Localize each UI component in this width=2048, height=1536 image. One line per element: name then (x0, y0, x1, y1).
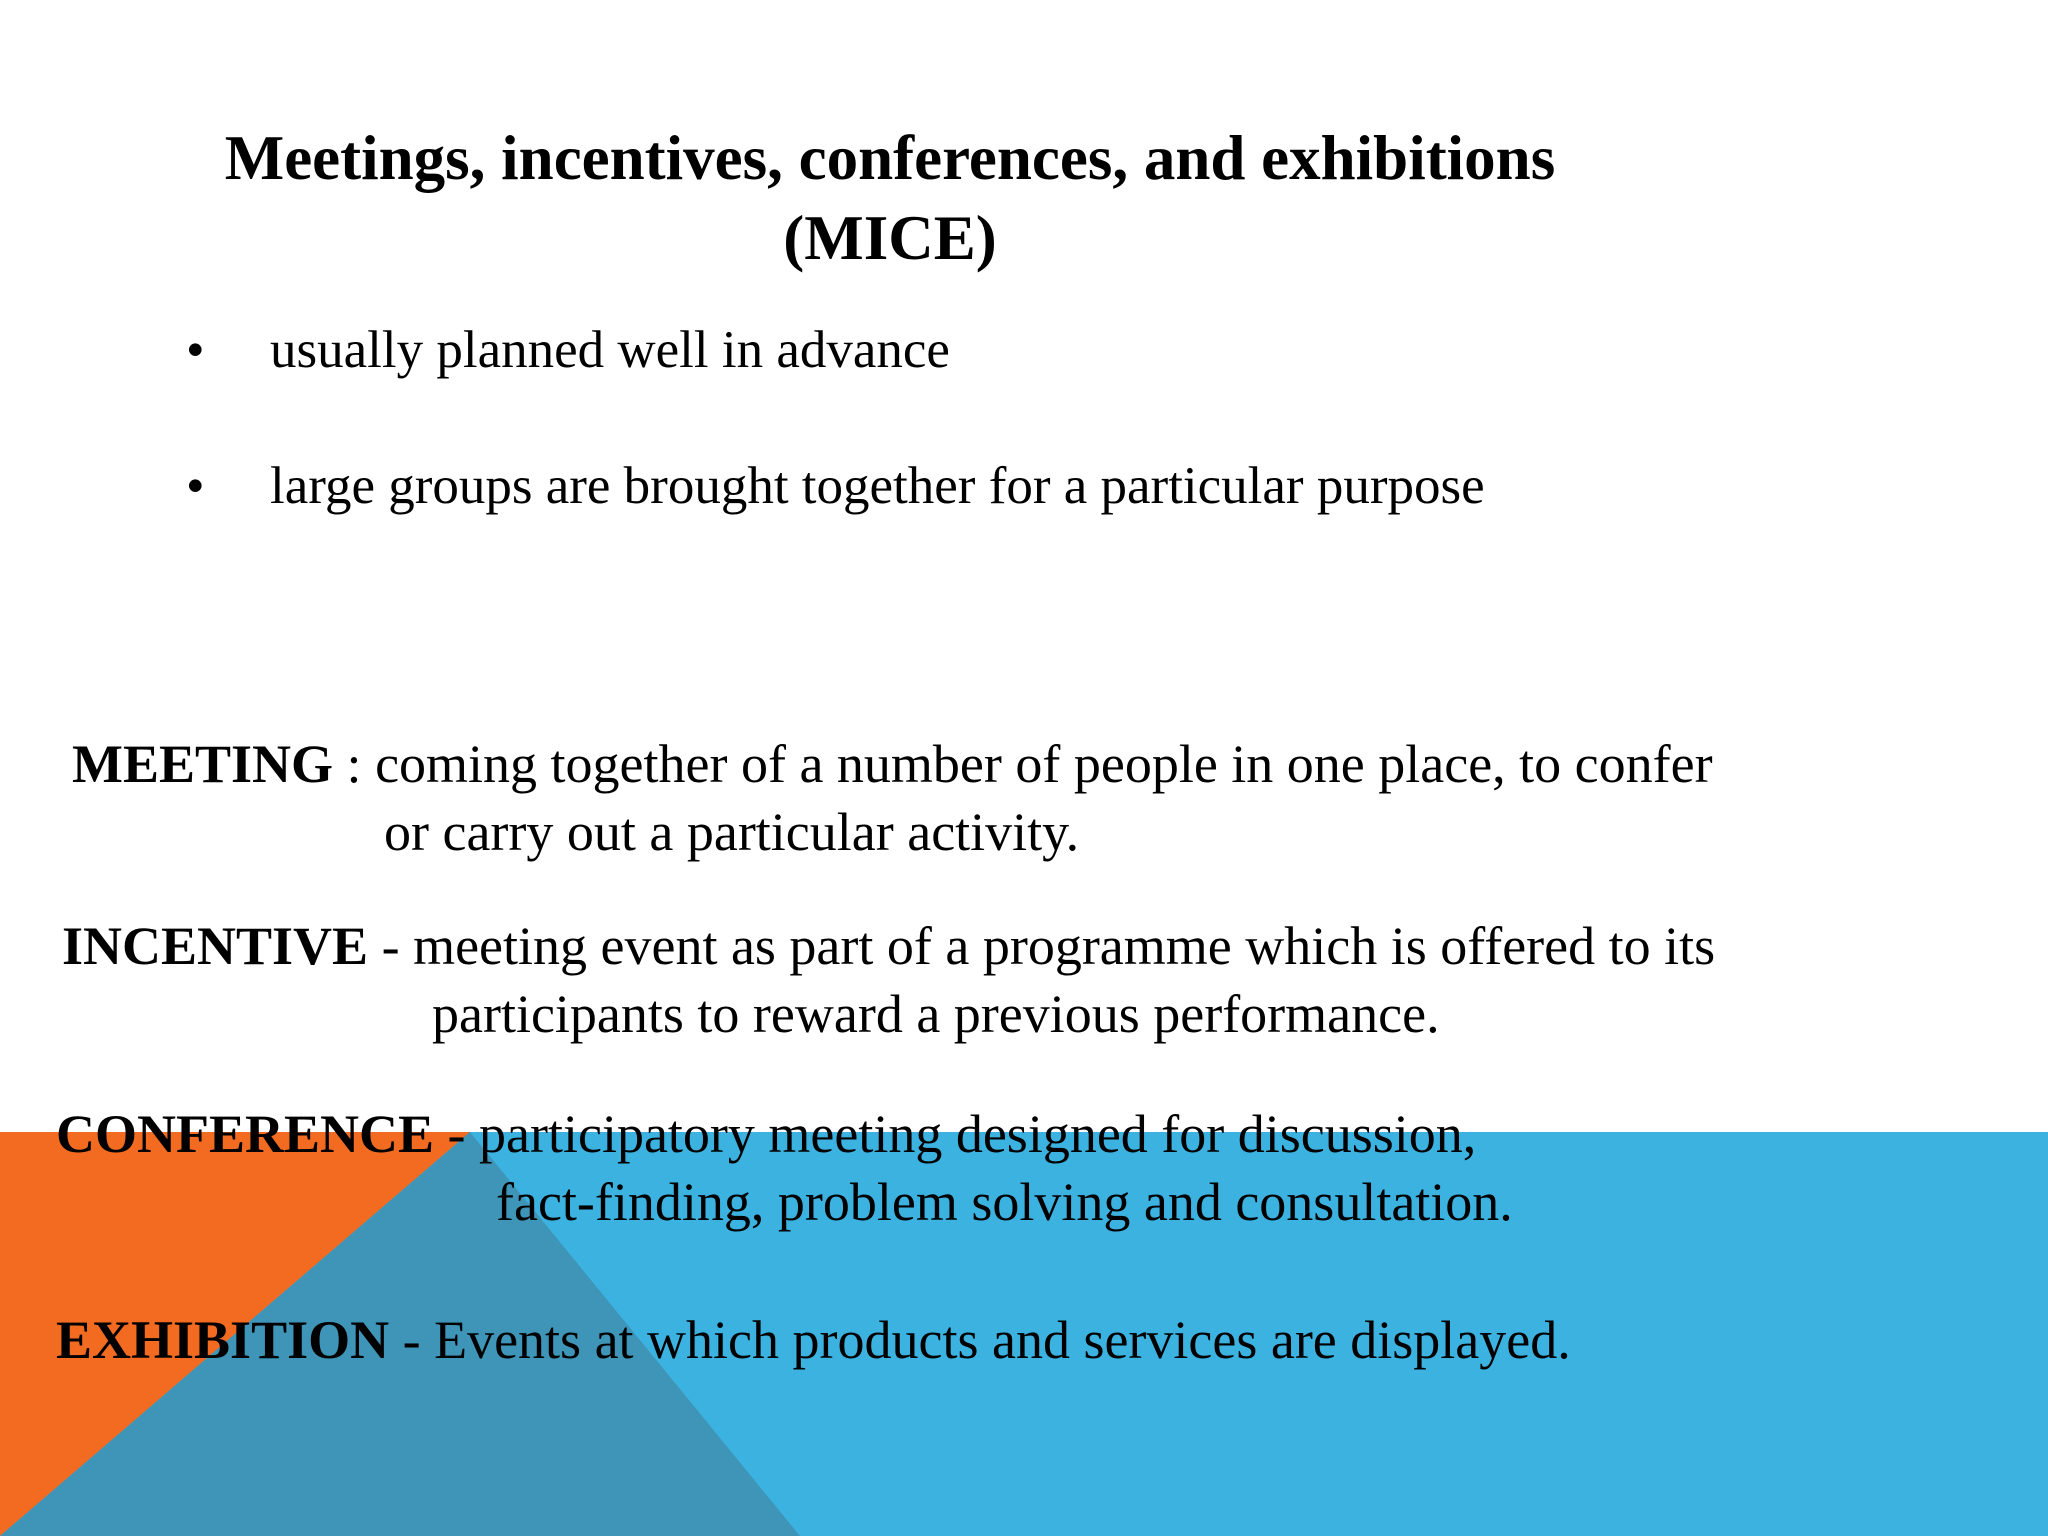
bullet-list (186, 310, 1686, 582)
separator: - (368, 916, 414, 976)
term-exhibition: EXHIBITION (56, 1310, 390, 1370)
title-line-2: (MICE) (783, 203, 997, 273)
definition-conference (56, 1100, 1513, 1236)
bullet-item (186, 310, 1686, 390)
definition-text-continued: participants to reward a previous performance. (432, 984, 1440, 1044)
definition-text: meeting event as part of a programme which is offered to its (413, 916, 1716, 976)
definition-meeting (72, 730, 1713, 866)
definition-text: Events at which products and services are displayed. (434, 1310, 1571, 1370)
separator: - (434, 1104, 480, 1164)
term-meeting: MEETING (72, 734, 334, 794)
definition-text-continued: or carry out a particular activity. (384, 802, 1080, 862)
term-incentive: INCENTIVE (62, 916, 369, 976)
definition-text: participatory meeting designed for discussion, (479, 1104, 1477, 1164)
separator: - (389, 1310, 435, 1370)
definition-incentive (62, 912, 1715, 1048)
bullet-item (186, 446, 1686, 526)
bullet-dot: • (186, 457, 205, 515)
bullet-dot: • (186, 321, 205, 379)
term-conference: CONFERENCE (56, 1104, 435, 1164)
separator: : (333, 734, 376, 794)
definition-text: coming together of a number of people in one place, to confer (375, 734, 1713, 794)
slide-title (170, 118, 1610, 278)
definition-text-continued: fact-finding, problem solving and consultation. (496, 1172, 1513, 1232)
title-line-1: Meetings, incentives, conferences, and exhibitions (224, 123, 1556, 193)
bullet-text: usually planned well in advance (270, 321, 950, 379)
definition-exhibition (56, 1306, 1571, 1374)
bullet-text: large groups are brought together for a particular purpose (270, 457, 1485, 515)
